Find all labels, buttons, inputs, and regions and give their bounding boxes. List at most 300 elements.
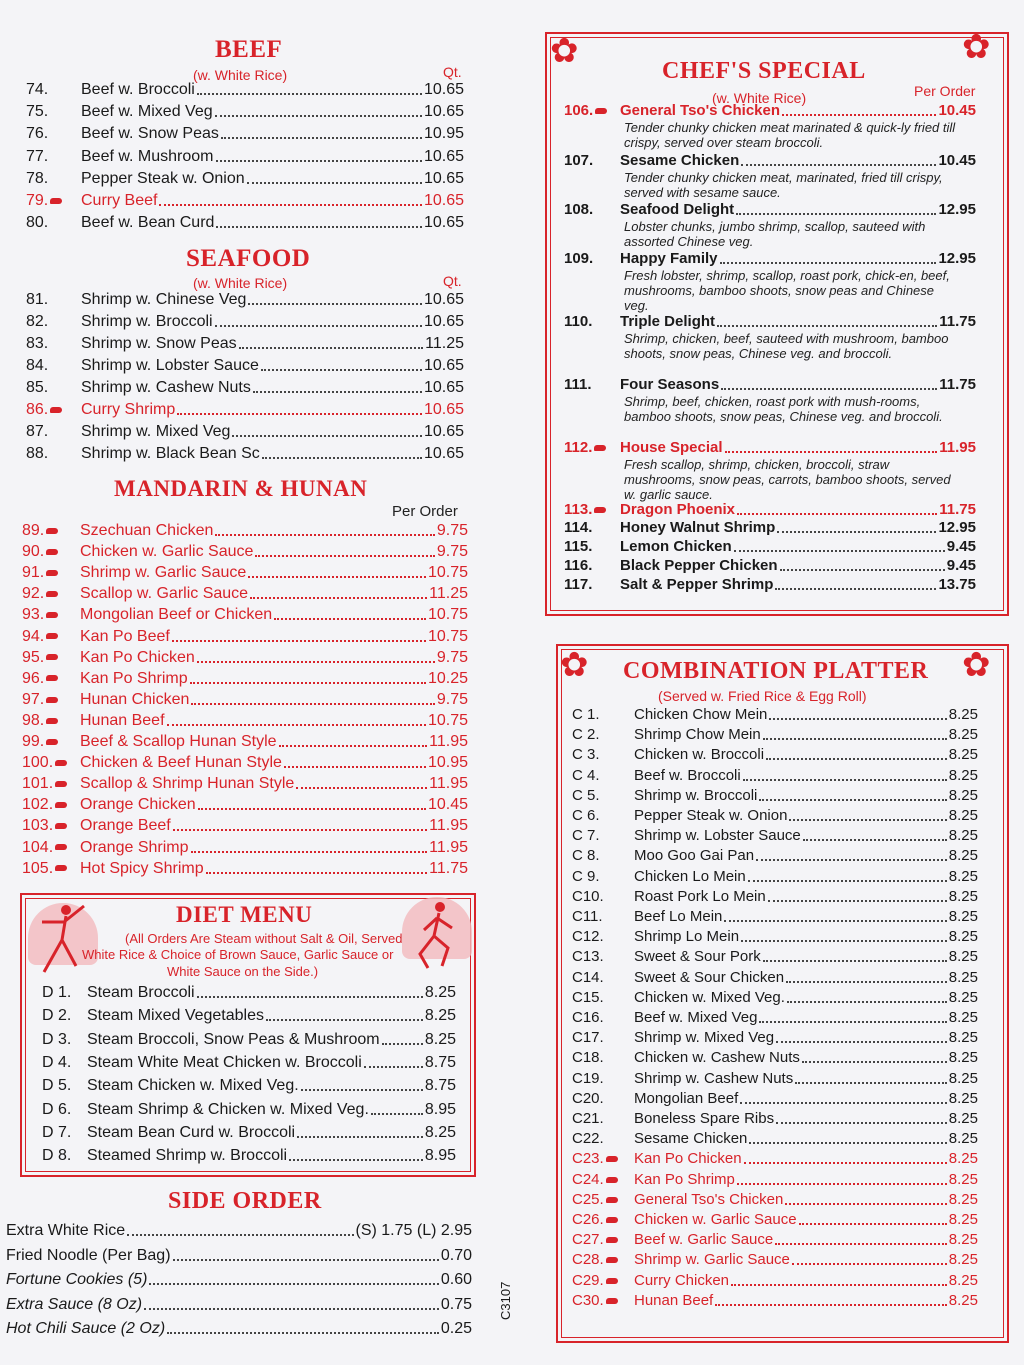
item-name: Shrimp w. Mixed Veg — [634, 1029, 775, 1047]
dot-leader — [262, 443, 422, 459]
chili-pepper-icon — [594, 445, 606, 451]
item-name: Kan Po Beef — [80, 627, 170, 645]
item-number-cell — [572, 1290, 634, 1312]
combo-menu-item — [572, 1108, 978, 1130]
seafood-price-header: Qt. — [443, 273, 462, 289]
combo-menu-item — [572, 704, 978, 726]
item-price: 8.25 — [948, 1110, 978, 1127]
item-price: 8.25 — [948, 746, 978, 764]
item-number: 82. — [26, 313, 49, 330]
chili-pepper-icon — [55, 802, 67, 808]
item-price: 8.25 — [948, 948, 978, 966]
item-price: 8.95 — [424, 1147, 456, 1165]
dot-leader — [250, 583, 427, 599]
combo-menu-item — [572, 744, 978, 766]
seafood-subtitle: (w. White Rice) — [193, 275, 288, 291]
dancer-icon — [32, 900, 92, 978]
mandarin-title: MANDARIN & HUNAN — [114, 476, 368, 501]
item-name: Shrimp w. Mixed Veg — [81, 423, 231, 440]
item-price: 10.65 — [423, 313, 464, 330]
item-name: Chicken w. Garlic Sauce — [634, 1211, 797, 1228]
item-price: 11.25 — [425, 335, 464, 352]
chili-pepper-icon — [46, 612, 58, 618]
combo-menu-item — [572, 866, 978, 888]
combo-menu-item — [572, 886, 978, 908]
beef-menu-item — [26, 101, 464, 123]
mandarin-menu-item — [22, 794, 468, 816]
item-price: 11.95 — [429, 838, 468, 856]
item-number: C23. — [572, 1150, 618, 1167]
item-price: 8.25 — [948, 847, 978, 865]
chili-pepper-icon — [606, 1237, 618, 1243]
dot-leader — [284, 752, 426, 768]
combination-platter-subtitle: (Served w. Fried Rice & Egg Roll) — [658, 688, 867, 704]
item-name: Beef w. Mixed Veg — [634, 1009, 758, 1026]
item-name: Scallop & Shrimp Hunan Style — [80, 775, 295, 793]
item-number-cell — [572, 1169, 634, 1191]
chili-pepper-icon — [55, 760, 67, 766]
item-name: Shrimp w. Garlic Sauce — [634, 1251, 790, 1269]
item-number: C29. — [572, 1272, 618, 1289]
seafood-menu-item — [26, 399, 464, 421]
combo-menu-item — [572, 1047, 978, 1069]
side-menu-item — [6, 1245, 472, 1267]
dot-leader — [215, 311, 422, 327]
item-price: 8.25 — [948, 1069, 978, 1087]
item-number-cell — [572, 1270, 634, 1292]
chili-pepper-icon — [46, 718, 58, 724]
beef-title: BEEF — [215, 36, 283, 63]
dot-leader — [731, 1270, 947, 1286]
chili-pepper-icon — [606, 1257, 618, 1263]
item-number: 108. — [564, 201, 594, 218]
item-name: Black Pepper Chicken — [620, 557, 778, 574]
chili-pepper-icon — [46, 549, 58, 555]
item-number: C14. — [572, 968, 604, 986]
item-price: 8.75 — [424, 1053, 456, 1071]
seafood-menu-item — [26, 355, 464, 377]
menu-code: C3107 — [498, 1281, 513, 1320]
dot-leader — [216, 146, 422, 162]
item-price: 8.25 — [424, 1123, 456, 1141]
diet-menu-item — [42, 1122, 456, 1144]
item-name: Chicken Lo Mein — [634, 867, 746, 885]
item-price: 10.75 — [427, 606, 468, 624]
beef-menu-item — [26, 146, 464, 168]
item-name: Mongolian Beef — [634, 1089, 739, 1107]
item-name: Sweet & Sour Pork — [634, 948, 761, 966]
item-number: C20. — [572, 1089, 604, 1107]
item-number: 83. — [26, 335, 49, 352]
item-number: C28. — [572, 1251, 618, 1268]
item-name: Shrimp Chow Mein — [634, 726, 761, 744]
item-price: 9.75 — [436, 522, 468, 539]
combo-menu-item — [572, 1148, 978, 1170]
dot-leader — [737, 1169, 947, 1185]
dot-leader — [785, 1189, 946, 1205]
item-price: 8.25 — [424, 1030, 456, 1048]
item-price: 8.75 — [424, 1077, 456, 1095]
item-number: 88. — [26, 445, 49, 462]
diet-menu-item — [42, 982, 456, 1004]
beef-subtitle: (w. White Rice) — [193, 67, 288, 83]
combo-menu-item — [572, 825, 978, 847]
combo-menu-item — [572, 785, 978, 807]
item-name: Happy Family — [620, 250, 718, 267]
item-description: Lobster chunks, jumbo shrimp, scallop, sauteed with assorted Chinese veg. — [624, 219, 926, 249]
dot-leader — [173, 1245, 439, 1261]
seafood-menu-item — [26, 421, 464, 443]
chili-pepper-icon — [50, 407, 62, 413]
dot-leader — [715, 1290, 947, 1306]
mandarin-menu-item — [22, 731, 468, 753]
combo-menu-item — [572, 805, 978, 827]
dot-leader — [769, 704, 946, 720]
item-number: 99. — [22, 733, 58, 750]
dot-leader — [296, 773, 427, 789]
item-name: Chicken Chow Mein — [634, 706, 768, 723]
dot-leader — [775, 574, 936, 590]
chili-pepper-icon — [606, 1298, 618, 1304]
item-price: 11.25 — [429, 585, 468, 603]
combo-menu-item — [572, 926, 978, 948]
mandarin-menu-item — [22, 752, 468, 774]
item-number: C 6. — [572, 807, 600, 824]
item-name: Steam Broccoli — [87, 984, 195, 1001]
dot-leader — [159, 190, 421, 206]
item-price: 8.25 — [948, 1271, 978, 1289]
mandarin-menu-item — [22, 815, 468, 837]
diet-menu-item — [42, 1145, 456, 1167]
diet-note-line1: (All Orders Are Steam without Salt & Oil, Served — [125, 931, 403, 946]
item-name: General Tso's Chicken — [634, 1190, 784, 1208]
item-price: 8.25 — [948, 908, 978, 925]
item-name: Hunan Beef — [634, 1291, 714, 1309]
combo-menu-item — [572, 1007, 978, 1029]
dot-leader — [167, 1318, 439, 1334]
dot-leader — [725, 437, 938, 453]
dot-leader — [743, 765, 947, 781]
item-number: 111. — [564, 376, 592, 393]
item-number: 113. — [564, 501, 606, 518]
dot-leader — [167, 710, 426, 726]
item-name: Steam Shrimp & Chicken w. Mixed Veg. — [87, 1100, 369, 1118]
item-number: 84. — [26, 357, 49, 374]
item-price: 10.25 — [427, 669, 468, 687]
beef-price-header: Qt. — [443, 64, 462, 80]
dot-leader — [206, 858, 428, 874]
item-name: Dragon Phoenix — [620, 501, 736, 518]
item-price: 8.25 — [948, 887, 978, 905]
item-number: 117. — [564, 576, 593, 593]
item-number: C26. — [572, 1211, 618, 1228]
item-number: C15. — [572, 988, 604, 1006]
item-number: 95. — [22, 649, 58, 666]
item-price: 9.75 — [436, 648, 468, 666]
item-name: Shrimp w. Broccoli — [634, 786, 758, 804]
combo-menu-item — [572, 765, 978, 787]
item-number: 100. — [22, 754, 67, 771]
item-price: 8.25 — [948, 706, 978, 723]
item-number: 89. — [22, 522, 58, 539]
diet-menu-item — [42, 1005, 456, 1027]
chili-pepper-icon — [50, 198, 62, 204]
dot-leader — [741, 150, 936, 166]
item-number-cell — [22, 731, 80, 753]
item-number-cell — [22, 604, 80, 626]
item-price: 8.25 — [948, 786, 978, 804]
item-name: General Tso's Chicken — [620, 102, 781, 119]
chef-menu-item — [564, 574, 976, 596]
item-number: 116. — [564, 557, 593, 574]
item-number: C 3. — [572, 746, 600, 764]
item-number: 103. — [22, 817, 67, 834]
item-number: 104. — [22, 839, 67, 856]
item-name: Steamed Shrimp w. Broccoli — [87, 1147, 288, 1165]
item-price: 10.45 — [427, 796, 468, 814]
dot-leader — [799, 1209, 947, 1225]
item-name: Curry Chicken — [634, 1271, 730, 1289]
item-number: 91. — [22, 564, 58, 581]
item-price: 8.25 — [948, 766, 978, 784]
diet-note-line2: White Rice & Choice of Brown Sauce, Garlic Sauce or — [82, 947, 394, 962]
side-menu-item — [6, 1269, 472, 1291]
item-price: 8.25 — [948, 1251, 978, 1269]
mandarin-menu-item — [22, 647, 468, 669]
item-name: Curry Beef — [81, 192, 158, 209]
item-number: 92. — [22, 585, 58, 602]
combo-menu-item — [572, 1189, 978, 1211]
item-name: Mongolian Beef or Chicken — [80, 606, 273, 624]
item-price: 8.25 — [948, 1170, 978, 1188]
dot-leader — [216, 212, 422, 228]
item-number: C22. — [572, 1130, 604, 1148]
item-description: Fresh scallop, shrimp, chicken, broccoli, straw mushrooms, snow peas, carrots, bamboo shoots, served w. garlic sauce. — [624, 457, 951, 502]
item-price: 12.95 — [938, 250, 976, 267]
item-name: Pepper Steak w. Onion — [81, 169, 245, 187]
item-number: C27. — [572, 1231, 618, 1248]
dot-leader — [144, 1294, 439, 1310]
flower-ornament-right-icon: ✿ — [962, 28, 991, 66]
dot-leader — [744, 1148, 947, 1164]
item-price: 8.25 — [948, 1291, 978, 1309]
item-number: 105. — [22, 860, 67, 877]
diet-menu-item — [42, 1029, 456, 1051]
item-number: C 5. — [572, 786, 600, 804]
item-number-cell — [564, 100, 620, 122]
item-price: 0.75 — [440, 1295, 472, 1313]
item-name: Hunan Chicken — [80, 690, 190, 708]
beef-menu-item — [26, 212, 464, 234]
item-number: C13. — [572, 948, 604, 966]
beef-menu-item — [26, 123, 464, 145]
combo-menu-item — [572, 1270, 978, 1292]
item-name: Roast Pork Lo Mein — [634, 887, 766, 905]
item-number: 81. — [26, 291, 49, 308]
item-number: C18. — [572, 1049, 604, 1067]
item-number-cell — [22, 837, 80, 859]
item-number: C 2. — [572, 726, 600, 744]
dot-leader — [371, 1099, 423, 1115]
dot-leader — [792, 1249, 947, 1265]
dot-leader — [748, 866, 947, 882]
mandarin-menu-item — [22, 773, 468, 795]
item-price: 9.45 — [946, 538, 976, 555]
item-price: 11.95 — [429, 817, 468, 835]
combo-menu-item — [572, 1229, 978, 1251]
combo-menu-item — [572, 1027, 978, 1049]
item-name: Salt & Pepper Shrimp — [620, 576, 774, 593]
item-number: 86. — [26, 401, 62, 418]
dot-leader — [266, 1005, 423, 1021]
dot-leader — [297, 1122, 423, 1138]
item-price: 10.65 — [423, 445, 464, 462]
dot-leader — [776, 1027, 947, 1043]
dot-leader — [789, 805, 946, 821]
item-name: Orange Beef — [80, 817, 171, 835]
item-number: 94. — [22, 628, 58, 645]
item-number: 114. — [564, 519, 593, 536]
item-number: C19. — [572, 1069, 604, 1087]
item-number: 110. — [564, 313, 593, 330]
dot-leader — [215, 101, 422, 117]
mandarin-menu-item — [22, 583, 468, 605]
item-price: 10.65 — [423, 291, 464, 308]
item-name: Beef w. Bean Curd — [81, 214, 215, 232]
seafood-menu-item — [26, 311, 464, 333]
item-name: Lemon Chicken — [620, 538, 732, 555]
item-name: Shrimp w. Chinese Veg — [81, 291, 247, 308]
chili-pepper-icon — [595, 108, 607, 114]
item-name: Kan Po Shrimp — [634, 1170, 735, 1188]
item-number: 107. — [564, 152, 594, 169]
item-price: 8.25 — [948, 1211, 978, 1228]
item-number: 74. — [26, 81, 49, 98]
item-name: Extra Sauce (8 Oz) — [6, 1295, 143, 1313]
dot-leader — [777, 517, 936, 533]
item-number: C21. — [572, 1110, 604, 1127]
item-name: Sweet & Sour Chicken — [634, 968, 785, 986]
item-name: Steam Broccoli, Snow Peas & Mushroom — [87, 1030, 380, 1048]
item-price: 10.65 — [423, 103, 464, 121]
item-price: 0.25 — [440, 1320, 472, 1337]
dot-leader — [221, 123, 422, 139]
combo-menu-item — [572, 967, 978, 989]
item-name: Beef & Scallop Hunan Style — [80, 733, 277, 750]
item-price: 10.95 — [427, 754, 468, 772]
chili-pepper-icon — [55, 844, 67, 850]
side-order-title: SIDE ORDER — [168, 1188, 322, 1214]
dot-leader — [768, 886, 947, 902]
dot-leader — [787, 987, 947, 1003]
item-price: 10.65 — [423, 357, 464, 374]
dot-leader — [197, 647, 435, 663]
item-name: Kan Po Shrimp — [80, 669, 188, 687]
item-price: 9.45 — [946, 557, 976, 574]
chili-pepper-icon — [606, 1197, 618, 1203]
item-name: Steam Bean Curd w. Broccoli — [87, 1123, 296, 1141]
item-number-cell — [22, 541, 80, 563]
item-name: Steam Chicken w. Mixed Veg. — [87, 1077, 299, 1095]
combo-menu-item — [572, 1088, 978, 1110]
chef-menu-item — [564, 374, 976, 396]
item-price: 11.75 — [939, 501, 976, 518]
chef-menu-item — [564, 311, 976, 333]
mandarin-menu-item — [22, 541, 468, 563]
item-number: 109. — [564, 250, 594, 267]
chef-menu-item — [564, 437, 976, 459]
item-name: Boneless Spare Ribs — [634, 1110, 775, 1127]
item-name: Steam White Meat Chicken w. Broccoli — [87, 1053, 362, 1071]
chili-pepper-icon — [606, 1177, 618, 1183]
mandarin-menu-item — [22, 858, 468, 880]
combo-menu-item — [572, 987, 978, 1009]
chili-pepper-icon — [46, 633, 58, 639]
item-number-cell — [22, 583, 80, 605]
item-price: 8.25 — [948, 988, 978, 1006]
item-price: 8.25 — [948, 1009, 978, 1026]
item-name: Kan Po Chicken — [80, 648, 195, 666]
item-price: 11.95 — [429, 775, 468, 793]
item-price: 0.60 — [440, 1271, 472, 1288]
chili-pepper-icon — [606, 1278, 618, 1284]
dot-leader — [197, 982, 423, 998]
item-price: 10.65 — [423, 423, 464, 440]
item-number: 98. — [22, 712, 58, 729]
dot-leader — [191, 837, 428, 853]
item-price: 8.25 — [948, 726, 978, 744]
item-price: 10.65 — [423, 401, 464, 418]
item-name: House Special — [620, 439, 723, 456]
item-number: C25. — [572, 1191, 618, 1208]
item-name: Curry Shrimp — [81, 401, 176, 418]
chili-pepper-icon — [46, 697, 58, 703]
side-menu-item — [6, 1220, 472, 1242]
item-name: Pepper Steak w. Onion — [634, 807, 788, 824]
seafood-menu-item — [26, 377, 464, 399]
dot-leader — [127, 1220, 353, 1236]
item-number: D 6. — [42, 1100, 72, 1118]
dot-leader — [786, 967, 947, 983]
dot-leader — [740, 1088, 947, 1104]
item-number: 90. — [22, 543, 58, 560]
dot-leader — [255, 541, 434, 557]
item-price: 8.25 — [948, 1130, 978, 1148]
dot-leader — [289, 1145, 423, 1161]
mandarin-menu-item — [22, 626, 468, 648]
item-number-cell — [22, 710, 80, 732]
item-price: 12.95 — [938, 201, 976, 218]
chili-pepper-icon — [606, 1217, 618, 1223]
item-price: 11.95 — [429, 733, 468, 750]
item-number: D 1. — [42, 984, 72, 1001]
diet-menu-item — [42, 1052, 456, 1074]
chili-pepper-icon — [46, 591, 58, 597]
dot-leader — [734, 536, 945, 552]
combo-menu-item — [572, 1209, 978, 1231]
item-price: 8.25 — [424, 984, 456, 1001]
item-name: Shrimp w. Cashew Nuts — [634, 1069, 794, 1087]
item-price: 8.25 — [948, 1089, 978, 1107]
item-number-cell — [22, 668, 80, 690]
chefs-special-price-header: Per Order — [914, 83, 976, 99]
diet-menu-item — [42, 1075, 456, 1097]
item-number-cell — [572, 1148, 634, 1170]
dot-leader — [741, 926, 947, 942]
item-name: Beef w. Broccoli — [81, 81, 195, 98]
item-number: D 8. — [42, 1147, 72, 1165]
dot-leader — [795, 1068, 947, 1084]
